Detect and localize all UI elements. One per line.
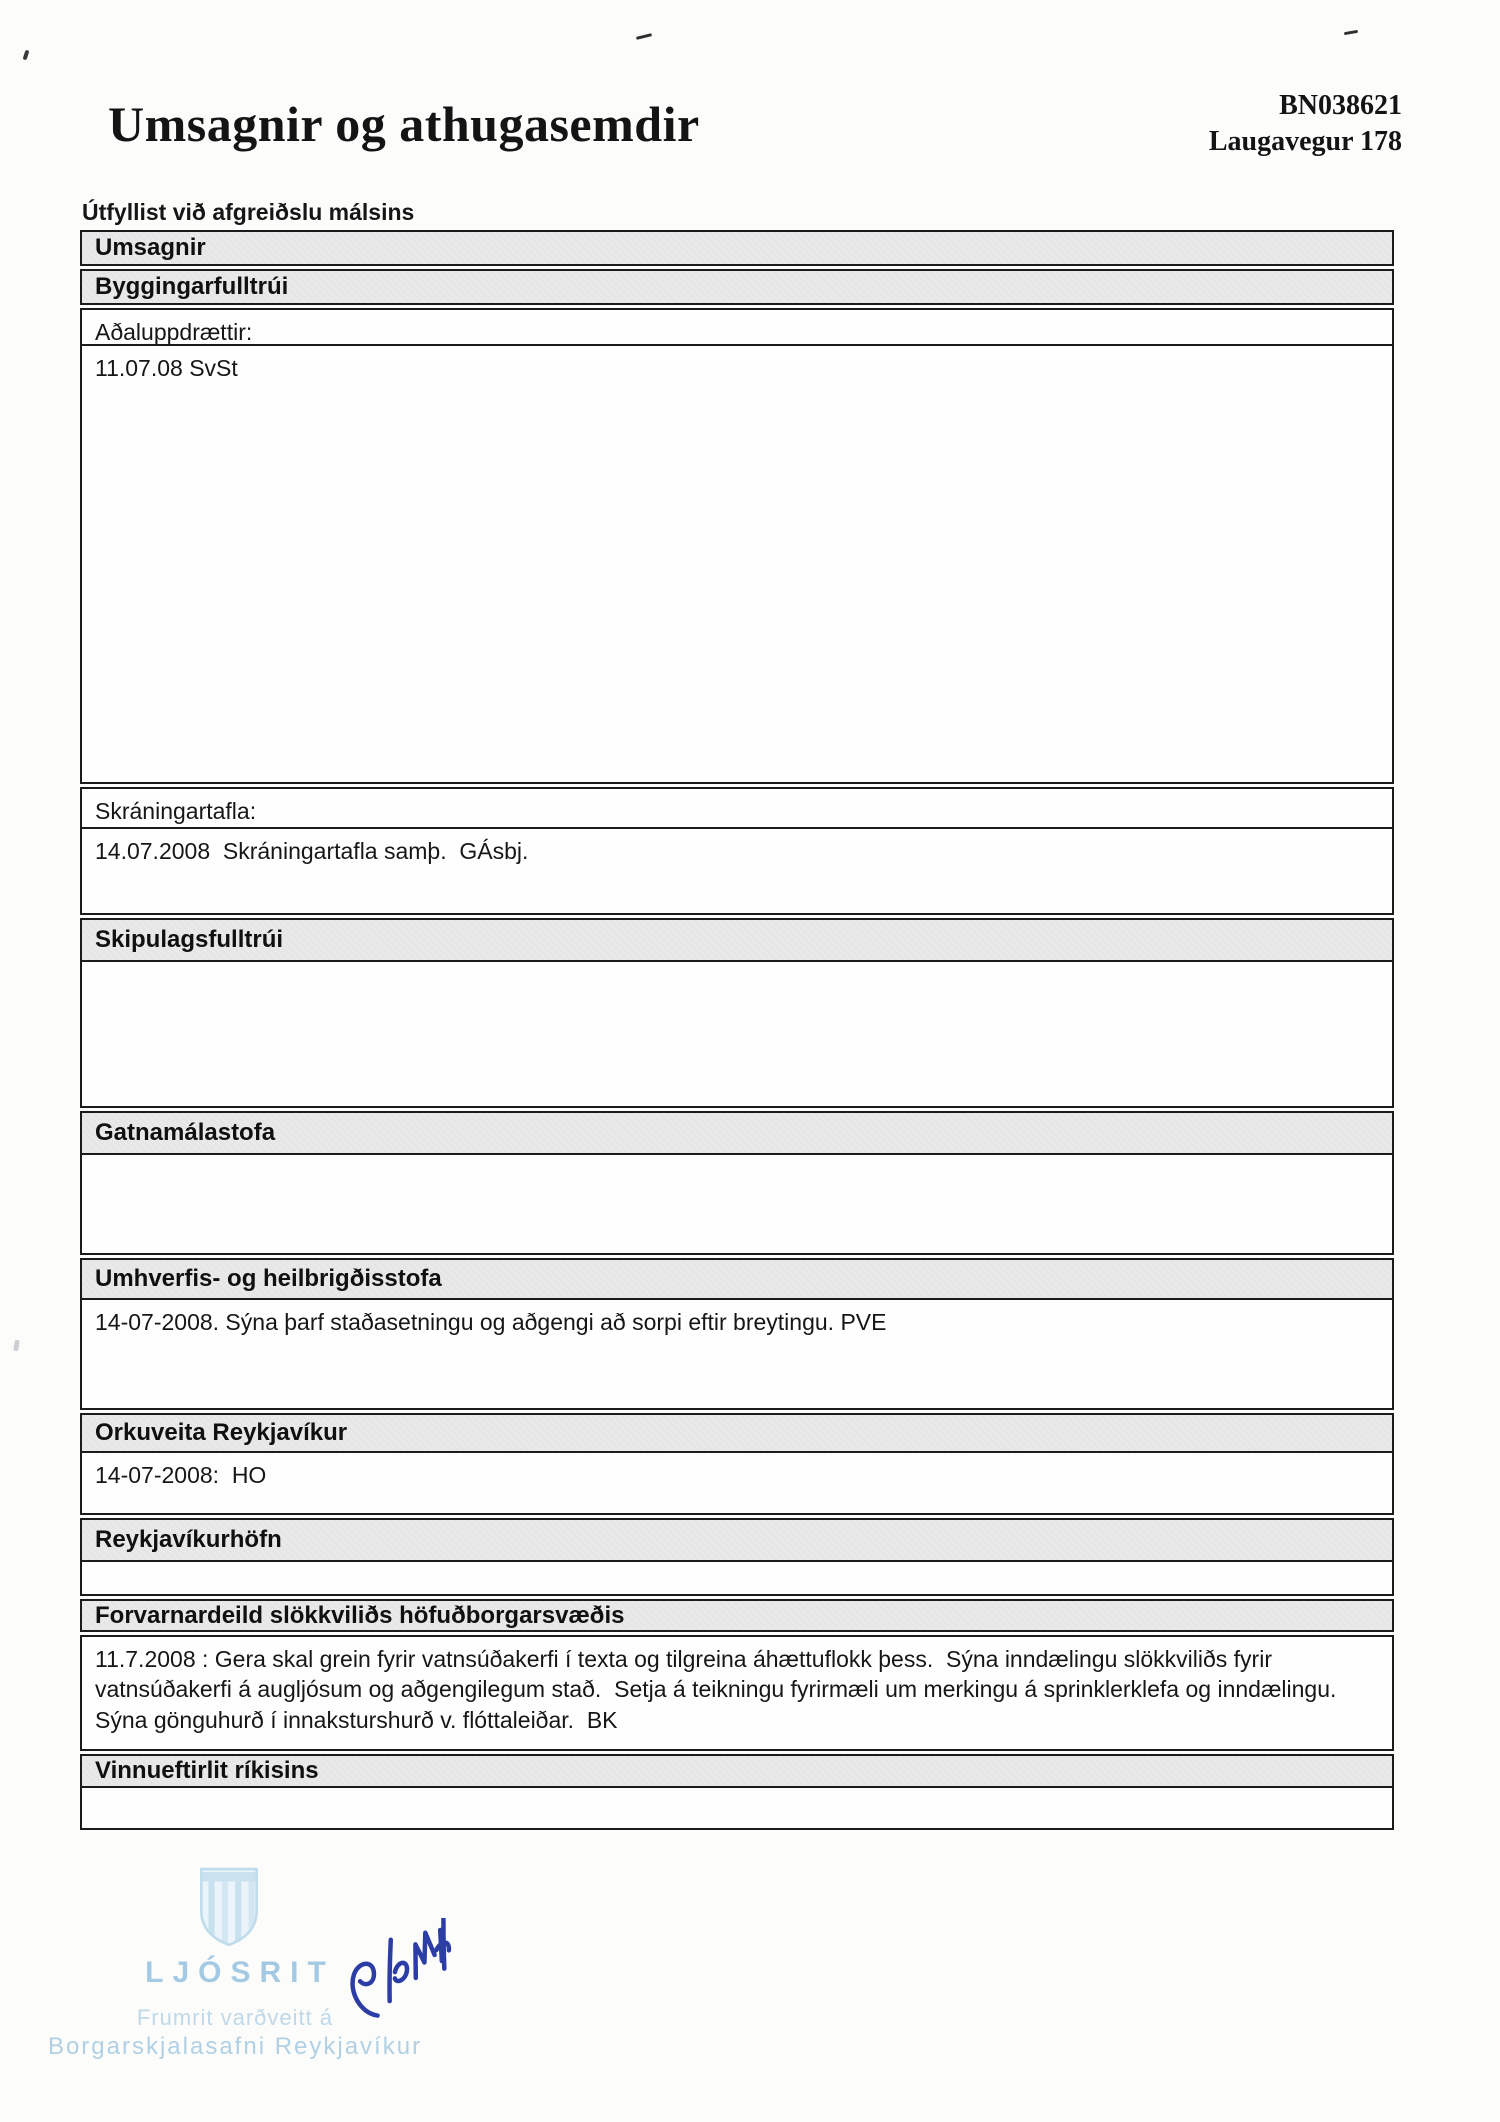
row-entry-forvarnardeild-slokkvilids xyxy=(80,1635,1394,1751)
field-entry: 14-07-2008. Sýna þarf staðasetningu og aðgengi að sorpi eftir breytingu. PVE xyxy=(95,1309,887,1335)
scan-artifact xyxy=(1344,30,1358,35)
row-header-reykjavikurhofn xyxy=(80,1518,1394,1562)
section-header-label: Byggingarfulltrúi xyxy=(95,273,289,300)
section-header-label: Gatnamálastofa xyxy=(95,1119,276,1146)
row-header-umhverfis-og-heilbrigdisstofa xyxy=(80,1258,1394,1300)
scan-artifact xyxy=(636,33,652,40)
field-entry: 11.7.2008 : Gera skal grein fyrir vatnsúðakerfi í texta og tilgreina áhættuflokk þess. Sýna inndælingu slökkviliðs fyrir vatnsúðakerfi á augljósum og aðgengilegum stað. Setja á teikningu fyrirmæli um merkingu á sprinklerklefa og inndælingu. Sýna gönguhurð í innaksturshurð v. flóttaleiðar. BK xyxy=(95,1646,1350,1733)
row-entry-reykjavikurhofn xyxy=(80,1560,1394,1596)
case-number: BN038621 xyxy=(1279,90,1402,121)
section-header-label: Vinnueftirlit ríkisins xyxy=(95,1757,319,1784)
table-caption: Útfyllist við afgreiðslu málsins xyxy=(82,199,415,225)
field-entry xyxy=(82,1155,95,1162)
row-entry-gatnamalastofa xyxy=(80,1153,1394,1255)
row-label-adaluppdraettir xyxy=(80,308,1394,346)
row-entry-orkuveita-reykjavikur xyxy=(80,1451,1394,1515)
row-header-forvarnardeild-slokkvilids xyxy=(80,1599,1394,1632)
stamp-text-frumrit: Frumrit varðveitt á xyxy=(136,2005,334,2030)
stamp-text-ljosrit: LJÓSRIT xyxy=(145,1956,335,1989)
stamp-text-borgarskjalasafn: Borgarskjalasafni Reykjavíkur xyxy=(47,2033,423,2060)
field-label: Aðaluppdrættir: xyxy=(95,319,253,345)
row-entry-adaluppdraettir xyxy=(80,344,1394,784)
section-header-label: Orkuveita Reykjavíkur xyxy=(95,1419,348,1446)
row-header-vinnueftirlit-rikisins xyxy=(80,1754,1394,1788)
row-entry-vinnueftirlit-rikisins xyxy=(80,1786,1394,1830)
row-header-byggingarfulltrui xyxy=(80,269,1394,305)
field-entry xyxy=(82,1788,95,1795)
reykjavik-coat-of-arms-icon xyxy=(198,1866,260,1953)
field-entry xyxy=(82,962,95,969)
section-header-label: Umsagnir xyxy=(95,234,206,261)
row-header-umsagnir xyxy=(80,230,1394,266)
row-header-orkuveita-reykjavikur xyxy=(80,1413,1394,1453)
row-label-skraningartafla xyxy=(80,787,1394,829)
section-header-label: Skipulagsfulltrúi xyxy=(95,926,284,953)
case-reference xyxy=(1209,88,1402,160)
field-entry: 14.07.2008 Skráningartafla samþ. GÁsbj. xyxy=(95,838,529,864)
field-entry xyxy=(82,1562,95,1569)
row-entry-umhverfis-og-heilbrigdisstofa xyxy=(80,1298,1394,1410)
handwritten-signature xyxy=(336,1918,466,2023)
row-entry-skipulagsfulltrui xyxy=(80,960,1394,1108)
field-entry: 14-07-2008: HO xyxy=(95,1462,267,1488)
field-entry: 11.07.08 SvSt xyxy=(95,355,238,381)
section-header-label: Reykjavíkurhöfn xyxy=(95,1526,282,1553)
property-address: Laugavegur 178 xyxy=(1208,125,1402,157)
scan-artifact xyxy=(23,50,30,61)
section-header-label: Umhverfis- og heilbrigðisstofa xyxy=(95,1265,442,1292)
row-entry-skraningartafla xyxy=(80,827,1394,915)
page-title: Umsagnir og athugasemdir xyxy=(108,96,700,152)
field-label: Skráningartafla: xyxy=(95,798,257,824)
scan-artifact xyxy=(13,1340,20,1352)
comments-table xyxy=(80,230,1394,1830)
row-header-gatnamalastofa xyxy=(80,1111,1394,1155)
row-header-skipulagsfulltrui xyxy=(80,918,1394,962)
section-header-label: Forvarnardeild slökkviliðs höfuðborgarsvæðis xyxy=(95,1601,625,1629)
